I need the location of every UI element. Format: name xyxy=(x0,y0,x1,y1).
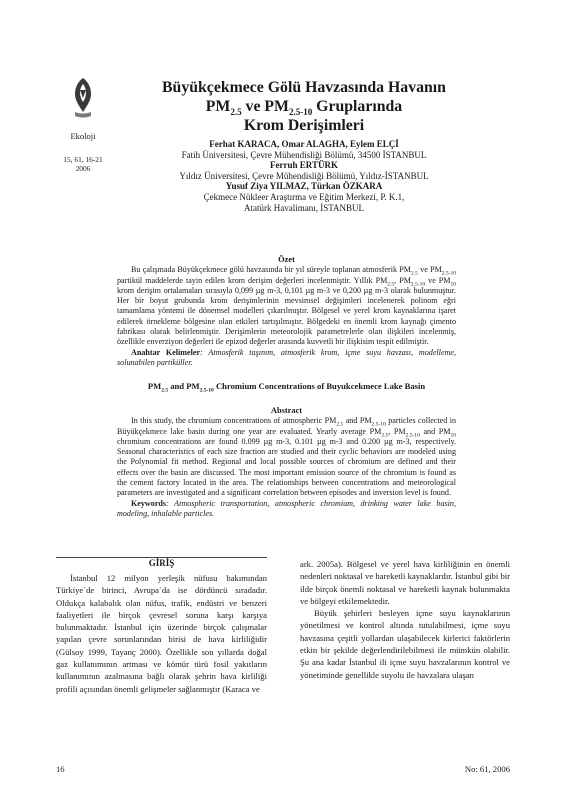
body-paragraph: Büyük şehirleri besleyen içme suyu kaynaklarının yönetilmesi ve kontrol altında tutulabilmesi, içme suyu havzasına çeşitli yollardan ulaşabilecek kirlerici faktörlerin etkin bir şekilde değerlendirilebilmesi ile mümkün olabilir. Şu ana kadar İstanbul ili içme suyu havzalarının kontrol ve yönetiminde genellikle suyolu ile havzalara ulaşan xyxy=(300,608,510,680)
issue-number: No: 61, 2006 xyxy=(464,764,510,774)
ozet-section xyxy=(117,255,456,368)
abstract-section xyxy=(117,406,456,519)
page-number: 16 xyxy=(56,764,65,774)
title-line-2: $PM_{2.5}$ ve $PM_{2.5-10}$ Gruplarında xyxy=(205,98,403,118)
body-column-right xyxy=(300,558,510,681)
body-paragraph: İstanbul 12 milyon yerleşik nüfusu bakımından Türkiye`de birinci, Avrupa`da ise dördüncü sıradadır. Oldukça kalabalık olan nüfus, trafik, endüstri ve benzeri faaliyetleri ile birçok çevresel soruna karşı karşıya bulunmaktadır. İstanbul için üzerinde birçok çalışmalar yapılan çevre sorunlarından birisi de hava kirliliğidir (Gülsoy 1999, Tayanç 2000). Özellikle son yıllarda doğal gaz kullanımının artması ve kömür türü fosil yakıtların kullanımının azalmasına bağlı olarak şehrin hava kirliliği profili açısından önemli gelişmeler sağlanmıştır (Karaca ve xyxy=(56,573,267,694)
author-names-3: Yusuf Ziya YILMAZ, Türkan ÖZKARA xyxy=(225,181,383,192)
journal-sidebar xyxy=(56,76,110,173)
ozet-text: Bu çalışmada Büyükçekmece gölü havzasında bir yıl süreyle toplanan atmosferik $PM_{2.5}$ ve $PM_{2.5-10}$ partikül maddelerde tayin edilen krom derişim değerleri incelenmiştir. Yıllık $PM_{2.5}$, $PM_{2.5-10}$ ve $PM_{10}$ krom derişim ortalamaları sırasıyla 0,099 µg m-3, 0,101 µg m-3 ve 0,200 µg m-3 olarak bulunmuştur. Her bir boyut grubunda krom derişimlerinin mevsimsel değişimleri incelenerek polinom eğri tamamlama yöntemi ile dönemsel modelleri çıkarılmıştır. Bölgesel ve yerel krom kaynaklarına işaret edilerek örnekleme bölgesine olan etkileri tartışılmıştır. Bölgedeki en önemli krom kaynağı çimento fabrikası olarak belirlenmiştir. Derişimlerin meteorolojik parametrelerle olan ilişkileri incelenmiş, özellikle enverziyon değerleri ile epizod değerler arasında kuvvetli bir ilişkisim tespit edilmiştir. xyxy=(117,265,456,347)
author-list xyxy=(118,139,490,213)
paper-title xyxy=(118,78,490,135)
volume-info: 15, 61, 16-21 xyxy=(63,155,103,164)
author-affil-1: Fatih Üniversitesi, Çevre Mühendisliği Bölümü, 34500 İSTANBUL xyxy=(181,149,427,160)
volume-year: 2006 xyxy=(75,164,91,173)
ozet-heading: Özet xyxy=(278,255,295,264)
body-paragraph: ark. 2005a). Bölgesel ve yerel hava kirliliğinin en önemli nedenleri noktasal ve hareketli kaynaklardır. İstanbul gibi bir ilde birçok önemli noktasal ve hareketli kaynak bulunmakta ve bölgeyi etkilemektedir. xyxy=(300,559,510,606)
author-affil-3: Çekmece Nükleer Araştırma ve Eğitim Merkezi, P. K.1, xyxy=(203,191,405,202)
abstract-keywords: Keywords: Atmospheric transportation, atmospheric chromium, drinking water lake basin, modeling, inhalable particles. xyxy=(117,498,456,518)
title-line-3: Krom Derişimleri xyxy=(243,117,365,134)
section-heading-giris: GİRİŞ xyxy=(148,558,175,568)
english-title: $PM_{2.5}$ and $PM_{2.5-10}$ Chromium Concentrations of Buyukcekmece Lake Basin xyxy=(147,381,426,394)
journal-name: Ekoloji xyxy=(70,131,96,141)
author-affil-3b: Atatürk Havalimanı, İSTANBUL xyxy=(243,202,364,213)
abstract-heading: Abstract xyxy=(270,406,303,415)
title-line-1: Büyükçekmece Gölü Havzasında Havanın xyxy=(162,79,446,96)
ozet-keywords: Anahtar Kelimeler: Atmosferik taşınım, atmosferik krom, içme suyu havzası, modelleme, solunabilen partiküller. xyxy=(117,347,456,367)
body-column-left xyxy=(56,558,267,695)
author-affil-2: Yıldız Üniversitesi, Çevre Mühendisliği Bölümü, Yıldız-İSTANBUL xyxy=(179,170,429,181)
author-names-2: Ferruh ERTÜRK xyxy=(270,160,338,171)
author-names-1: Ferhat KARACA, Omar ALAGHA, Eylem ELÇİ xyxy=(209,139,399,149)
journal-logo-icon xyxy=(69,76,97,120)
abstract-text: In this study, the chromium concentrations of atmospheric $PM_{2.5}$ and $PM_{2.5-10}$ particles collected in Büyükçekmece lake basin during one year are evaluated. Yearly average $PM_{2.5}$, $PM_{2.5-10}$ and $PM_{10}$ chromium concentrations are found 0.099 µg m-3, 0.101 µg m-3 and 0.200 µg m-3, respectively. Seasonal characteristics of each size fraction are studied and their cyclic behaviors are modeled using the Polynomial fit method. Regional and local possible sources of chromium are defined and their effects over the basin are discussed. The most important emission source of the chromium is found as the cement factory located in the area. The relationships between concentrations and meteorological parameters are investigated and a significant correlation between episodes and inversion level is found. xyxy=(117,416,456,498)
